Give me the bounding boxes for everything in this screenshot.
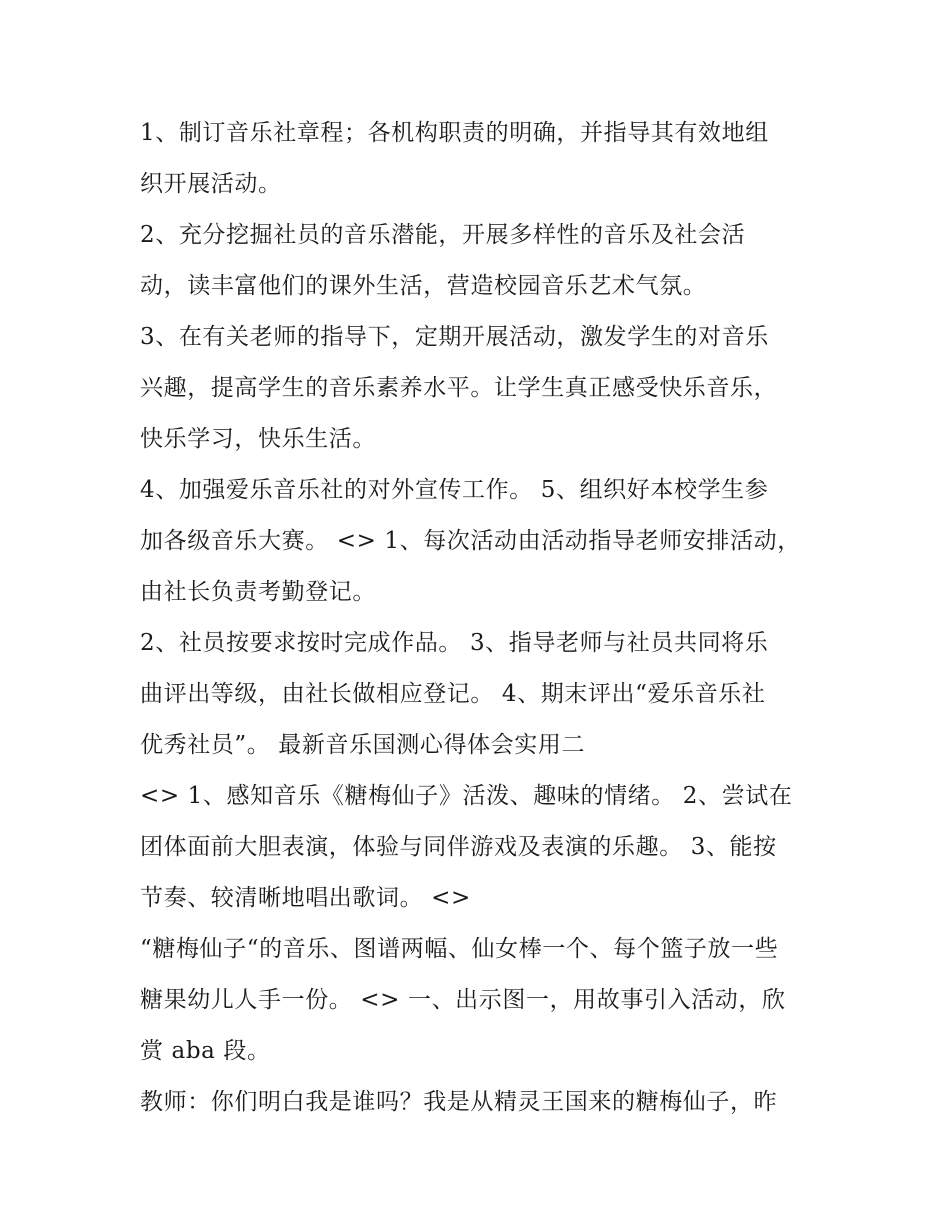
text-line: 1、制订音乐社章程；各机构职责的明确，并指导其有效地组 [140,120,769,146]
text-line: 赏 aba 段。 [140,1038,271,1064]
text-line: 曲评出等级，由社长做相应登记。 4、期末评出“爱乐音乐社 [140,681,766,707]
text-line: 节奏、较清晰地唱出歌词。 <> [140,885,471,911]
text-line: 织开展活动。 [140,171,282,197]
text-line: 3、在有关老师的指导下，定期开展活动，激发学生的对音乐 [140,324,769,350]
text-line: 团体面前大胆表演，体验与同伴游戏及表演的乐趣。 3、能按 [140,834,777,860]
text-line: 加各级音乐大赛。 <> 1、每次活动由活动指导老师安排活动， [140,528,801,554]
text-line: 2、充分挖掘社员的音乐潜能，开展多样性的音乐及社会活 [140,222,746,248]
text-line: 教师：你们明白我是谁吗？我是从精灵王国来的糖梅仙子，昨 [140,1089,778,1115]
text-line: 糖果幼儿人手一份。 <> 一、出示图一，用故事引入活动，欣 [140,987,786,1013]
text-line: “糖梅仙子“的音乐、图谱两幅、仙女棒一个、每个篮子放一些 [140,936,779,962]
text-line: <> 1、感知音乐《糖梅仙子》活泼、趣味的情绪。 2、尝试在 [140,783,793,809]
text-line: 快乐学习，快乐生活。 [140,426,376,452]
text-line: 4、加强爱乐音乐社的对外宣传工作。 5、组织好本校学生参 [140,477,769,503]
text-line: 2、社员按要求按时完成作品。 3、指导老师与社员共同将乐 [140,630,769,656]
text-line: 动，读丰富他们的课外生活，营造校园音乐艺术气氛。 [140,273,707,299]
text-line: 兴趣，提高学生的音乐素养水平。让学生真正感受快乐音乐， [140,375,778,401]
text-line: 由社长负责考勤登记。 [140,579,376,605]
text-line: 优秀社员”。 最新音乐国测心得体会实用二 [140,732,586,758]
document-body [140,108,820,1128]
